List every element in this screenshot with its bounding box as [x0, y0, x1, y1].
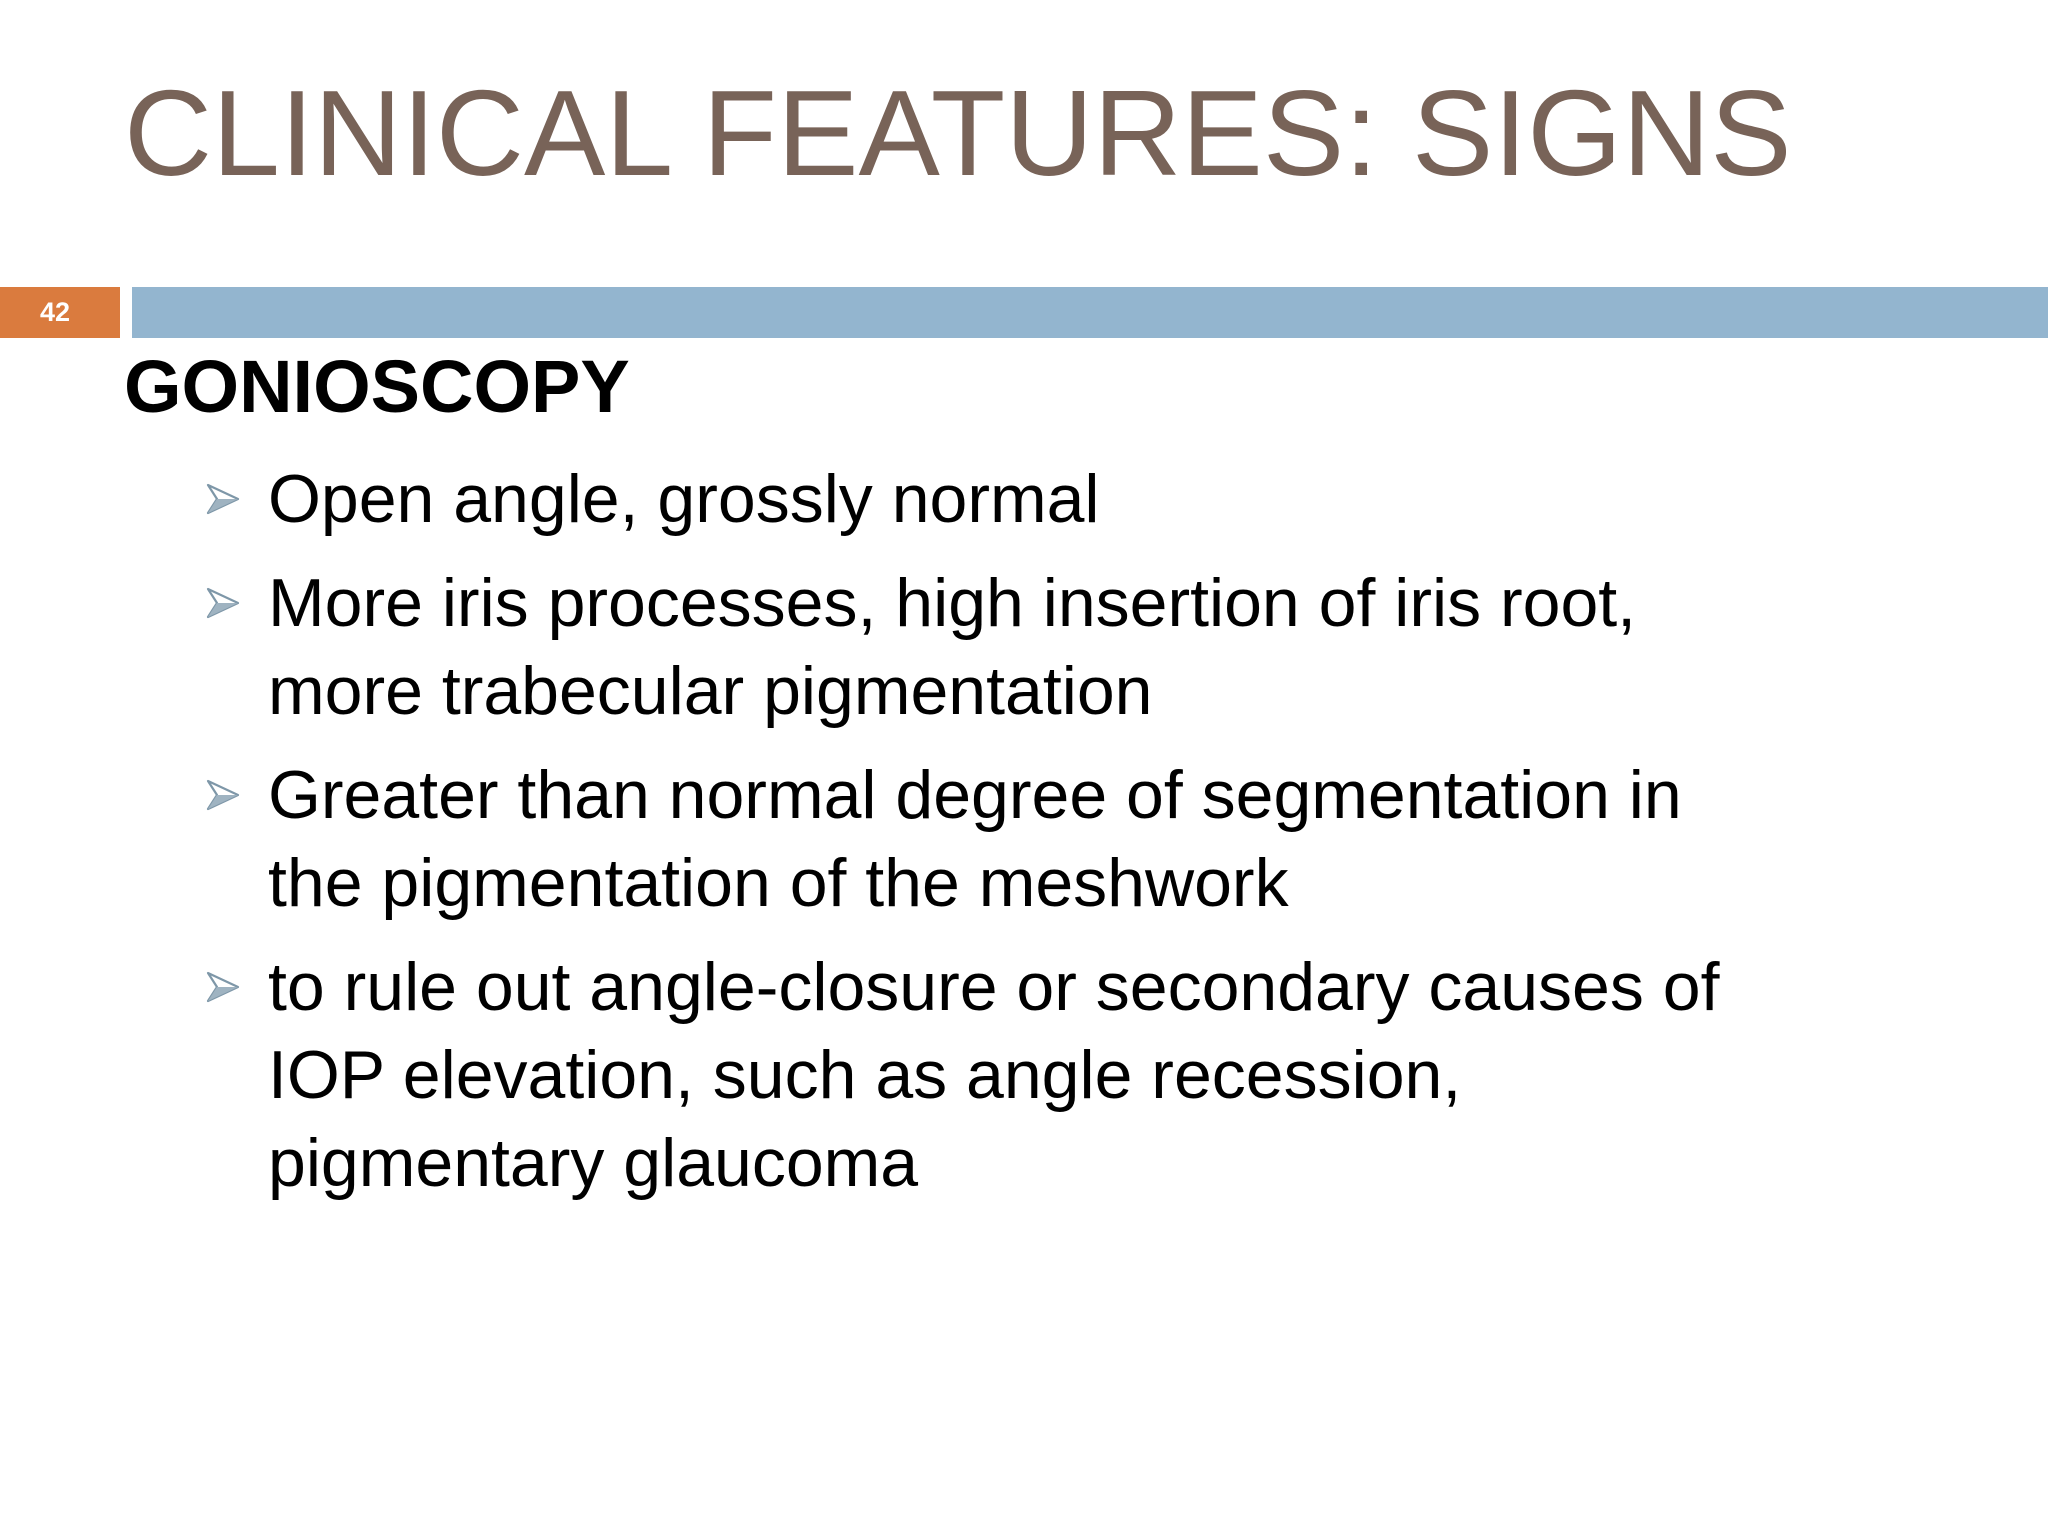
bullet-line: the pigmentation of the meshwork	[268, 845, 1289, 921]
bullet-text	[268, 751, 1682, 927]
bullet-line: More iris processes, high insertion of iris root,	[268, 565, 1637, 641]
bullet-item	[206, 559, 1946, 735]
bullet-item	[206, 943, 1946, 1207]
arrowhead-bullet-icon	[206, 943, 268, 1031]
slide-number-badge: 42	[0, 287, 120, 338]
bullet-item	[206, 455, 1946, 543]
arrowhead-bullet-icon	[206, 455, 268, 543]
bullet-line: Open angle, grossly normal	[268, 461, 1100, 537]
bullet-line: Greater than normal degree of segmentation in	[268, 757, 1682, 833]
bullet-line: more trabecular pigmentation	[268, 653, 1153, 729]
bullet-text	[268, 455, 1100, 543]
section-heading: GONIOSCOPY	[124, 345, 630, 428]
bullet-text	[268, 559, 1636, 735]
arrowhead-bullet-icon	[206, 751, 268, 839]
bullet-line: pigmentary glaucoma	[268, 1125, 919, 1201]
bullet-list	[206, 455, 1946, 1223]
arrowhead-bullet-icon	[206, 559, 268, 647]
bullet-item	[206, 751, 1946, 927]
bullet-text	[268, 943, 1719, 1207]
title-divider-bar	[132, 287, 2048, 338]
bullet-line: to rule out angle-closure or secondary causes of	[268, 949, 1720, 1025]
slide-title: CLINICAL FEATURES: SIGNS	[124, 65, 1792, 201]
bullet-line: IOP elevation, such as angle recession,	[268, 1037, 1462, 1113]
